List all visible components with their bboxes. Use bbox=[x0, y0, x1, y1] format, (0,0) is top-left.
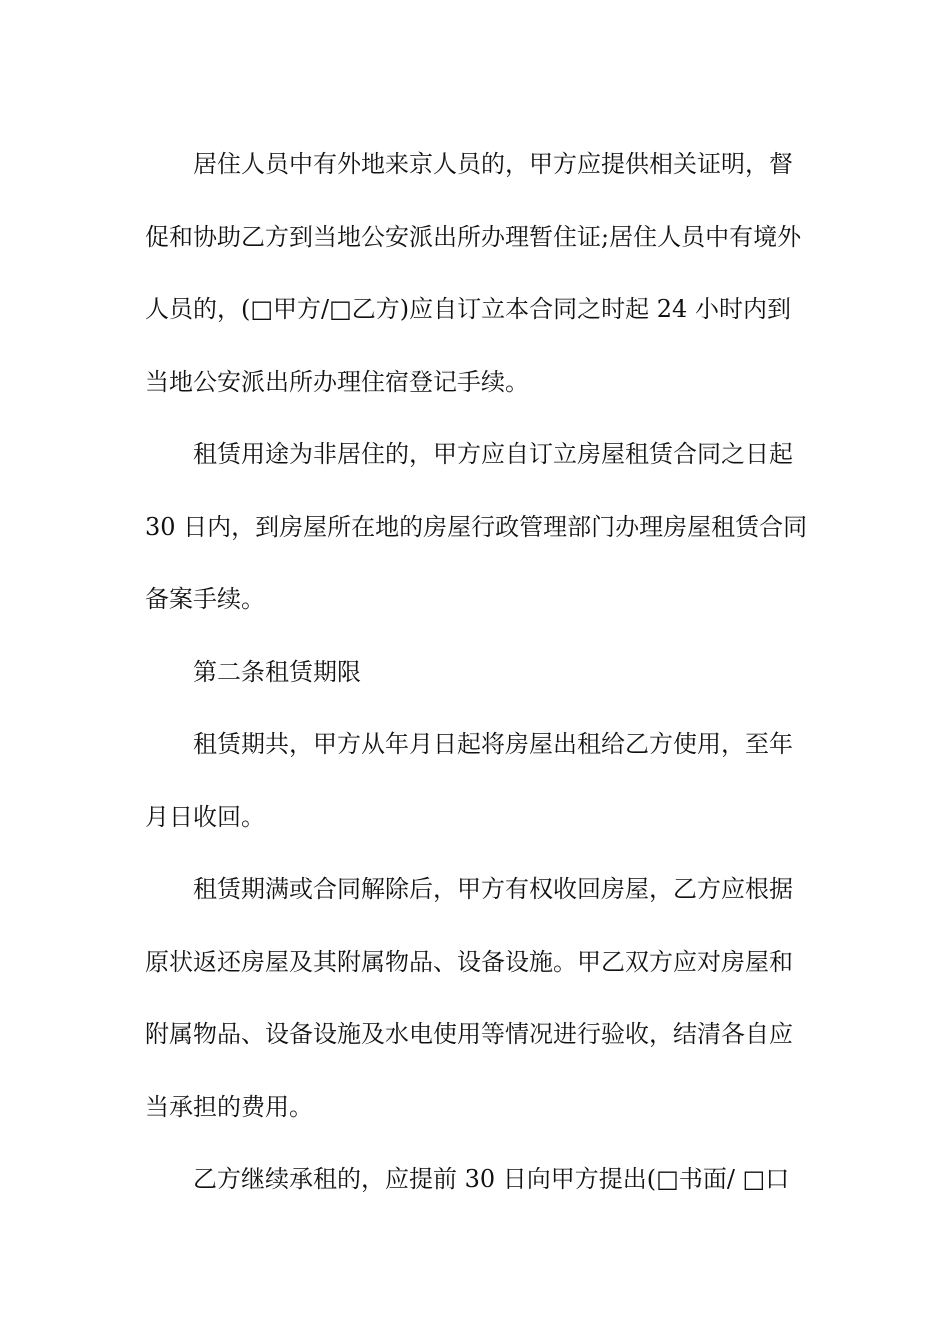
para-foreign-residents bbox=[145, 128, 807, 418]
para-lease-end bbox=[145, 853, 807, 1143]
para-non-residential bbox=[145, 418, 807, 636]
text-line: 乙方继续承租的，应提前 30 日向甲方提出(□书面/ □口 bbox=[193, 1165, 790, 1193]
text-line: 促和协助乙方到当地公安派出所办理暂住证;居住人员中有境外 bbox=[145, 222, 802, 251]
heading-article-2 bbox=[145, 636, 807, 709]
text-line: 人员的，(□甲方/□乙方)应自订立本合同之时起 24 小时内到 bbox=[145, 295, 791, 323]
text-line: 租赁期满或合同解除后，甲方有权收回房屋，乙方应根据 bbox=[193, 875, 793, 903]
text-line: 30 日内，到房屋所在地的房屋行政管理部门办理房屋租赁合同 bbox=[145, 512, 808, 541]
section-heading: 第二条租赁期限 bbox=[193, 657, 361, 686]
text-line: 月日收回。 bbox=[145, 802, 265, 831]
text-line: 当承担的费用。 bbox=[145, 1092, 313, 1121]
text-line: 当地公安派出所办理住宿登记手续。 bbox=[145, 367, 529, 396]
text-line: 备案手续。 bbox=[145, 585, 265, 613]
para-lease-term bbox=[145, 708, 807, 853]
text-line: 居住人员中有外地来京人员的，甲方应提供相关证明，督 bbox=[193, 150, 793, 178]
text-line: 附属物品、设备设施及水电使用等情况进行验收，结清各自应 bbox=[145, 1020, 793, 1048]
para-renewal bbox=[145, 1143, 807, 1216]
text-line: 租赁期共，甲方从年月日起将房屋出租给乙方使用，至年 bbox=[193, 730, 793, 758]
text-line: 租赁用途为非居住的，甲方应自订立房屋租赁合同之日起 bbox=[193, 440, 793, 468]
document-body bbox=[145, 128, 807, 1216]
text-line: 原状返还房屋及其附属物品、设备设施。甲乙双方应对房屋和 bbox=[145, 947, 793, 976]
